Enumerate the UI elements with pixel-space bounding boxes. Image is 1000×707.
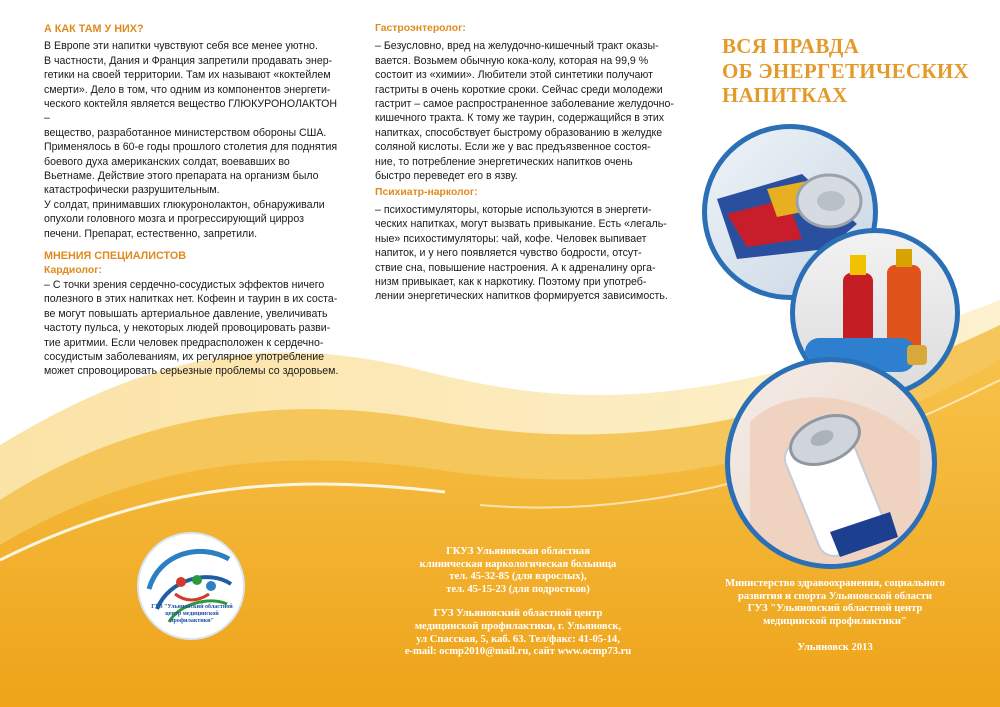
abroad-text	[44, 39, 344, 241]
publisher-line: ГУЗ "Ульяновский областной центр	[747, 603, 923, 615]
text-line: быстро переведет его в язву.	[375, 170, 518, 183]
text-line: низм привыкает, как к наркотику. Поэтому при употреб-	[375, 275, 647, 288]
text-line: состоит из «химии». Любители этой синтетики получают	[375, 69, 653, 82]
text-line: – С точки зрения сердечно-сосудистых эффектов ничего	[44, 278, 325, 291]
text-line: гастрит – самое распространенное заболевание желудочно-	[375, 98, 674, 111]
text-line: гетики на своей территории. Там их называют «коктейлем	[44, 69, 331, 82]
gastro-label: Гастроэнтеролог:	[375, 23, 466, 34]
text-line: ческого коктейля является вещество ГЛЮКУРОНОЛАКТОН –	[44, 98, 338, 125]
hand-can-photo	[725, 357, 937, 569]
contacts-block	[378, 546, 658, 659]
contact-line: ГКУЗ Ульяновская областная	[446, 546, 590, 557]
contact-line: ГУЗ Ульяновский областной центр	[433, 608, 603, 620]
title-line: ОБ ЭНЕРГЕТИЧЕСКИХ	[722, 58, 969, 83]
publisher-line: Министерство здравоохранения, социального	[725, 578, 945, 589]
text-line: опухоли головного мозга и прогрессирующий цирроз	[44, 213, 304, 226]
left-column	[44, 22, 344, 379]
text-line: – психостимуляторы, которые используются в энергети-	[375, 203, 652, 216]
text-line: частоту пульса, у некоторых людей провоцировать разви-	[44, 322, 331, 335]
text-line: может спровоцировать серьезные проблемы со здоровьем.	[44, 365, 339, 378]
text-line: кишечного тракта. К тому же таурин, содержащийся в этих	[375, 112, 665, 125]
contact-line: ул Спасская, 5, каб. 63. Тел/факс: 41-05-14,	[416, 633, 620, 645]
contact-line: клиническая наркологическая больница	[419, 558, 617, 570]
contact-spacer	[378, 596, 658, 608]
gastro-text	[375, 39, 675, 183]
text-line: напитках, способствует быстрому образованию в желудке	[375, 126, 663, 139]
text-line: ние, то потребление энергетических напитков очень	[375, 155, 633, 168]
abroad-heading: А КАК ТАМ У НИХ?	[44, 23, 144, 35]
text-line: боевого духа американских солдат, воевавших во	[44, 155, 290, 168]
logo-caption	[147, 604, 237, 625]
text-line: ческих напитках, могут вызвать привыкание. Есть «легаль-	[375, 218, 667, 231]
cardiologist-label: Кардиолог:	[44, 264, 103, 276]
publisher-line: развития и спорта Ульяновской области	[738, 590, 932, 602]
text-line: тие аритмии. Если человек предрасположен к сердечно-	[44, 336, 324, 349]
contact-line: e-mail: ocmp2010@mail.ru, сайт www.ocmp73.ru	[404, 646, 632, 658]
text-line: лении энергетических напитков формируется зависимость.	[375, 290, 668, 303]
narcologist-text	[375, 203, 675, 304]
narcologist-label: Психиатр-нарколог:	[375, 187, 478, 199]
text-line: гастриты в очень короткие сроки. Сейчас среди молодежи	[375, 83, 663, 96]
text-line: соляной кислоты. Если же у вас предъязвенное состоя-	[375, 141, 651, 154]
text-line: смерти». Дело в том, что одним из компонентов энергети-	[44, 83, 331, 96]
text-line: – Безусловно, вред на желудочно-кишечный тракт оказы-	[375, 40, 659, 53]
text-line: ные» психостимуляторы: чай, кофе. Человек выпивает	[375, 232, 647, 245]
logo-caption-line: ГУЗ "Ульяновский областной	[151, 604, 233, 610]
text-line: ве могут повышать артериальное давление, увеличивать	[44, 307, 328, 320]
title-line: ВСЯ ПРАВДА	[722, 34, 860, 58]
text-line: печени. Препарат, естественно, запретили.	[44, 227, 258, 240]
middle-column	[375, 22, 675, 304]
hand-can-image	[730, 362, 932, 564]
city-year: Ульяновск 2013	[797, 642, 873, 654]
text-line: катастрофически разрушительным.	[44, 184, 220, 197]
text-line: Применялось в 60-е годы прошлого столетия для поднятия	[44, 141, 338, 154]
text-line: сосудистым заболеваниям, их регулярное употребление	[44, 350, 325, 363]
text-line: напиток, и у него появляется чувство бодрости, отсут-	[375, 247, 642, 260]
contact-line: тел. 45-32-85 (для взрослых),	[449, 571, 587, 583]
publisher-block	[690, 578, 980, 655]
specialists-heading: МНЕНИЯ СПЕЦИАЛИСТОВ	[44, 250, 187, 263]
text-line: полезного в этих напитках нет. Кофеин и таурин в их соста-	[44, 293, 338, 306]
contact-line: тел. 45-15-23 (для подростков)	[446, 583, 590, 595]
contact-line: медицинской профилактики, г. Ульяновск,	[414, 620, 622, 632]
organization-logo	[137, 532, 245, 640]
logo-caption-line: центр медицинской	[165, 611, 219, 617]
text-line: Вьетнаме. Действие этого препарата на организм было	[44, 170, 319, 183]
publisher-line: медицинской профилактики"	[763, 615, 907, 627]
text-line: вается. Возьмем обычную кока-колу, которая на 99,9 %	[375, 54, 649, 67]
text-line: В частности, Дания и Франция запретили продавать энер-	[44, 54, 333, 67]
title-line: НАПИТКАХ	[722, 83, 848, 107]
brochure-title	[722, 34, 982, 108]
text-line: В Европе эти напитки чувствуют себя все менее уютно.	[44, 40, 318, 53]
text-line: вещество, разработанное министерством обороны США.	[44, 126, 327, 139]
cardiologist-text	[44, 278, 344, 379]
text-line: ствие сна, повышение настроения. А к адреналину орга-	[375, 261, 656, 274]
text-line: У солдат, принимавших глюкуронолактон, обнаруживали	[44, 198, 325, 211]
logo-caption-line: профилактики"	[170, 618, 214, 624]
